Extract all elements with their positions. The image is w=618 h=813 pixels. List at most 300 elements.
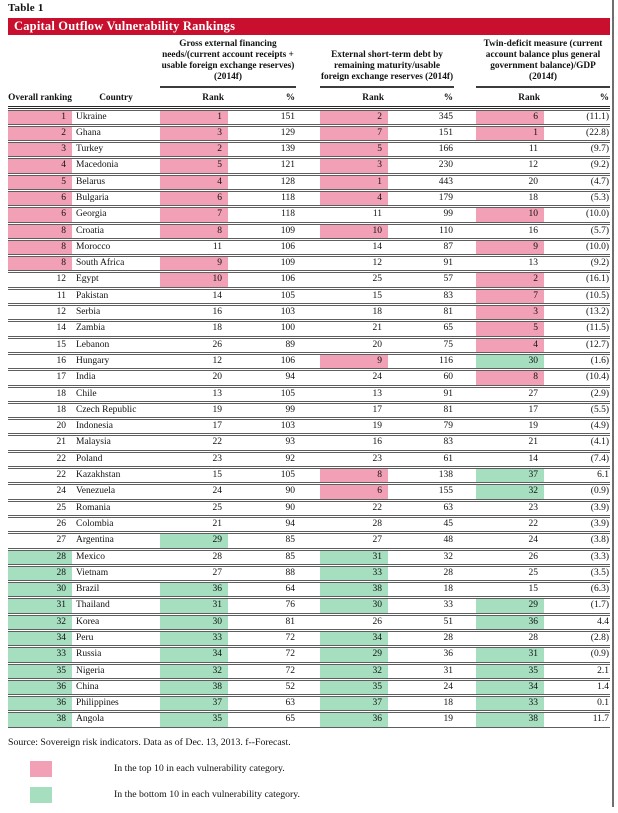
column-gap xyxy=(296,469,320,482)
country-cell: Poland xyxy=(76,453,103,464)
twin-deficit-pct-cell: 0.1 xyxy=(597,698,609,709)
column-gap xyxy=(454,159,476,172)
twin-deficit-rank-cell: 19 xyxy=(528,421,538,432)
group-header-twin-deficit: Twin-deficit measure (current account balance plus general government balance)/GDP (2014f) xyxy=(476,39,610,88)
country-cell: Korea xyxy=(76,616,100,627)
country-cell: Brazil xyxy=(76,584,100,595)
twin-deficit-rank-cell: 22 xyxy=(528,518,538,529)
twin-deficit-rank-cell: 10 xyxy=(476,208,544,221)
gross-financing-rank-cell: 22 xyxy=(212,437,222,448)
short-term-debt-pct-cell: 230 xyxy=(438,160,453,171)
column-gap xyxy=(296,306,320,319)
gross-financing-rank-cell: 15 xyxy=(212,470,222,481)
twin-deficit-rank-cell: 18 xyxy=(528,192,538,203)
short-term-debt-rank-cell: 30 xyxy=(320,599,388,612)
twin-deficit-rank-cell: 25 xyxy=(528,567,538,578)
short-term-debt-pct-cell: 36 xyxy=(443,649,453,660)
short-term-debt-pct-cell: 83 xyxy=(443,437,453,448)
twin-deficit-pct-cell: (3.9) xyxy=(590,502,609,513)
column-gap xyxy=(454,339,476,352)
country-cell: Mexico xyxy=(76,551,106,562)
short-term-debt-pct-cell: 18 xyxy=(443,698,453,709)
table-row xyxy=(8,354,610,369)
country-cell: Argentina xyxy=(76,535,114,546)
twin-deficit-rank-cell: 23 xyxy=(528,502,538,513)
legend-item-top10 xyxy=(30,761,610,777)
country-cell: Belarus xyxy=(76,176,106,187)
country-cell: Turkey xyxy=(76,144,104,155)
table-row xyxy=(8,338,610,353)
short-term-debt-pct-cell: 61 xyxy=(443,453,453,464)
country-cell: Serbia xyxy=(76,307,101,318)
overall-rank-cell: 36 xyxy=(8,681,72,694)
country-cell: Hungary xyxy=(76,355,110,366)
short-term-debt-pct-cell: 75 xyxy=(443,339,453,350)
twin-deficit-pct-cell: (9.2) xyxy=(590,258,609,269)
short-term-debt-rank-cell: 12 xyxy=(372,258,382,269)
column-header-rank-2: Rank xyxy=(362,93,384,103)
gross-financing-rank-cell: 20 xyxy=(212,372,222,383)
column-gap xyxy=(454,273,476,286)
table-row xyxy=(8,256,610,271)
country-cell: Kazakhstan xyxy=(76,470,121,481)
twin-deficit-pct-cell: (0.9) xyxy=(590,649,609,660)
gross-financing-rank-cell: 38 xyxy=(160,681,228,694)
country-cell: Croatia xyxy=(76,225,104,236)
overall-rank-cell: 6 xyxy=(8,192,72,205)
gross-financing-rank-cell: 19 xyxy=(212,404,222,415)
overall-rank-cell: 8 xyxy=(8,257,72,270)
short-term-debt-rank-cell: 38 xyxy=(320,583,388,596)
country-cell: Peru xyxy=(76,633,94,643)
table-row xyxy=(8,110,610,125)
short-term-debt-pct-cell: 91 xyxy=(443,388,453,399)
short-term-debt-pct-cell: 19 xyxy=(443,714,453,725)
twin-deficit-pct-cell: (12.7) xyxy=(586,339,609,350)
gross-financing-pct-cell: 109 xyxy=(280,225,295,236)
group-header-row xyxy=(8,39,610,88)
overall-rank-cell: 31 xyxy=(8,599,72,612)
table-row xyxy=(8,598,610,613)
column-gap xyxy=(454,290,476,303)
country-cell: Venezuela xyxy=(76,486,116,497)
short-term-debt-rank-cell: 35 xyxy=(320,681,388,694)
overall-rank-cell: 22 xyxy=(56,470,66,481)
gross-financing-rank-cell: 16 xyxy=(212,307,222,318)
twin-deficit-pct-cell: (2.9) xyxy=(590,388,609,399)
column-gap xyxy=(296,436,320,449)
column-gap xyxy=(454,681,476,694)
column-header-pct-3: % xyxy=(599,93,609,103)
twin-deficit-pct-cell: 4.4 xyxy=(597,616,609,627)
gross-financing-pct-cell: 76 xyxy=(285,600,295,611)
gross-financing-pct-cell: 90 xyxy=(285,502,295,513)
gross-financing-pct-cell: 89 xyxy=(285,339,295,350)
table-row xyxy=(8,321,610,336)
short-term-debt-pct-cell: 99 xyxy=(443,209,453,220)
short-term-debt-rank-cell: 18 xyxy=(372,307,382,318)
overall-rank-cell: 5 xyxy=(8,176,72,189)
country-cell: Georgia xyxy=(76,209,107,220)
twin-deficit-pct-cell: (9.2) xyxy=(590,160,609,171)
twin-deficit-pct-cell: (4.7) xyxy=(590,176,609,187)
gross-financing-rank-cell: 6 xyxy=(160,192,228,205)
overall-rank-cell: 2 xyxy=(8,127,72,140)
twin-deficit-rank-cell: 32 xyxy=(476,485,544,498)
gross-financing-rank-cell: 7 xyxy=(160,208,228,221)
column-gap xyxy=(296,534,320,547)
column-gap xyxy=(454,257,476,270)
short-term-debt-rank-cell: 10 xyxy=(320,225,388,238)
overall-rank-cell: 33 xyxy=(8,648,72,661)
table-row xyxy=(8,712,610,727)
twin-deficit-rank-cell: 11 xyxy=(528,144,538,155)
gross-financing-pct-cell: 92 xyxy=(285,453,295,464)
column-gap xyxy=(454,502,476,515)
twin-deficit-rank-cell: 36 xyxy=(476,616,544,629)
twin-deficit-rank-cell: 3 xyxy=(476,306,544,319)
short-term-debt-pct-cell: 51 xyxy=(443,616,453,627)
short-term-debt-pct-cell: 31 xyxy=(443,665,453,676)
twin-deficit-rank-cell: 9 xyxy=(476,241,544,254)
column-gap xyxy=(454,567,476,580)
column-header-pct-2: % xyxy=(443,93,453,103)
gross-financing-rank-cell: 5 xyxy=(160,159,228,172)
column-gap xyxy=(454,648,476,661)
twin-deficit-rank-cell: 1 xyxy=(476,127,544,140)
overall-rank-cell: 27 xyxy=(56,535,66,546)
gross-financing-pct-cell: 106 xyxy=(280,241,295,252)
gross-financing-rank-cell: 33 xyxy=(160,632,228,645)
country-cell: Czech Republic xyxy=(76,404,137,415)
table-row xyxy=(8,142,610,157)
twin-deficit-pct-cell: (13.2) xyxy=(586,307,609,318)
table-row xyxy=(8,664,610,679)
country-cell: Indonesia xyxy=(76,421,113,432)
twin-deficit-rank-cell: 20 xyxy=(528,176,538,187)
column-gap xyxy=(296,713,320,726)
gross-financing-rank-cell: 4 xyxy=(160,176,228,189)
short-term-debt-pct-cell: 116 xyxy=(439,355,453,366)
twin-deficit-rank-cell: 33 xyxy=(476,697,544,710)
column-gap xyxy=(454,599,476,612)
gross-financing-pct-cell: 72 xyxy=(285,649,295,660)
overall-rank-cell: 22 xyxy=(56,453,66,464)
gross-financing-rank-cell: 29 xyxy=(160,534,228,547)
column-header-rank-1: Rank xyxy=(202,93,224,103)
short-term-debt-rank-cell: 1 xyxy=(320,176,388,189)
gross-financing-pct-cell: 72 xyxy=(285,633,295,643)
short-term-debt-rank-cell: 36 xyxy=(320,713,388,726)
gross-financing-rank-cell: 37 xyxy=(160,697,228,710)
column-gap xyxy=(296,322,320,335)
country-cell: Vietnam xyxy=(76,567,109,578)
gross-financing-rank-cell: 10 xyxy=(160,273,228,286)
twin-deficit-pct-cell: (10.4) xyxy=(586,372,609,383)
gross-financing-pct-cell: 106 xyxy=(280,274,295,285)
country-cell: Thailand xyxy=(76,600,110,611)
short-term-debt-pct-cell: 60 xyxy=(443,372,453,383)
column-gap xyxy=(296,453,320,466)
gross-financing-rank-cell: 17 xyxy=(212,421,222,432)
gross-financing-rank-cell: 36 xyxy=(160,583,228,596)
column-gap xyxy=(454,176,476,189)
short-term-debt-rank-cell: 25 xyxy=(372,274,382,285)
country-cell: Egypt xyxy=(76,274,99,285)
column-gap xyxy=(296,127,320,140)
gross-financing-rank-cell: 27 xyxy=(212,567,222,578)
table-row xyxy=(8,647,610,662)
column-gap xyxy=(296,681,320,694)
twin-deficit-rank-cell: 27 xyxy=(528,388,538,399)
table-row xyxy=(8,289,610,304)
short-term-debt-rank-cell: 16 xyxy=(372,437,382,448)
short-term-debt-pct-cell: 83 xyxy=(443,290,453,301)
column-gap xyxy=(454,697,476,710)
gross-financing-pct-cell: 85 xyxy=(285,551,295,562)
short-term-debt-pct-cell: 443 xyxy=(438,176,453,187)
twin-deficit-rank-cell: 6 xyxy=(476,111,544,124)
table-number-label: Table 1 xyxy=(8,2,44,14)
column-gap xyxy=(454,665,476,678)
country-cell: South Africa xyxy=(76,258,125,269)
gross-financing-pct-cell: 72 xyxy=(285,665,295,676)
table-row xyxy=(8,501,610,516)
column-header-country: Country xyxy=(99,93,133,103)
gross-financing-rank-cell: 3 xyxy=(160,127,228,140)
column-gap xyxy=(296,257,320,270)
country-cell: Ghana xyxy=(76,127,101,138)
table-row xyxy=(8,126,610,141)
column-header-overall-ranking: Overall ranking xyxy=(8,93,72,103)
twin-deficit-pct-cell: (4.1) xyxy=(590,437,609,448)
gross-financing-pct-cell: 93 xyxy=(285,437,295,448)
column-gap xyxy=(454,453,476,466)
short-term-debt-pct-cell: 45 xyxy=(443,518,453,529)
country-cell: Morocco xyxy=(76,241,111,252)
short-term-debt-pct-cell: 81 xyxy=(443,307,453,318)
short-term-debt-rank-cell: 11 xyxy=(372,209,382,220)
short-term-debt-rank-cell: 20 xyxy=(372,339,382,350)
country-cell: Lebanon xyxy=(76,339,110,350)
short-term-debt-rank-cell: 15 xyxy=(372,290,382,301)
twin-deficit-rank-cell: 26 xyxy=(528,551,538,562)
table-row xyxy=(8,158,610,173)
table-row xyxy=(8,207,610,222)
short-term-debt-rank-cell: 24 xyxy=(372,372,382,383)
short-term-debt-pct-cell: 151 xyxy=(438,127,453,138)
overall-rank-cell: 25 xyxy=(56,502,66,513)
table-row xyxy=(8,224,610,239)
short-term-debt-rank-cell: 2 xyxy=(320,111,388,124)
twin-deficit-rank-cell: 8 xyxy=(476,371,544,384)
country-cell: Philippines xyxy=(76,698,119,709)
overall-rank-cell: 12 xyxy=(56,274,66,285)
column-gap xyxy=(454,208,476,221)
overall-rank-cell: 26 xyxy=(56,518,66,529)
overall-rank-cell: 35 xyxy=(8,665,72,678)
source-note: Source: Sovereign risk indicators. Data as of Dec. 13, 2013. f--Forecast. xyxy=(8,736,291,748)
twin-deficit-pct-cell: (10.0) xyxy=(586,241,609,252)
column-gap xyxy=(454,616,476,629)
short-term-debt-pct-cell: 18 xyxy=(443,584,453,595)
overall-rank-cell: 3 xyxy=(8,143,72,156)
twin-deficit-rank-cell: 31 xyxy=(476,648,544,661)
twin-deficit-rank-cell: 12 xyxy=(528,160,538,171)
table-row xyxy=(8,566,610,581)
column-gap xyxy=(454,713,476,726)
short-term-debt-rank-cell: 34 xyxy=(320,632,388,645)
table-row xyxy=(8,615,610,630)
short-term-debt-pct-cell: 345 xyxy=(438,111,453,122)
short-term-debt-rank-cell: 32 xyxy=(320,665,388,678)
table-row xyxy=(8,272,610,287)
table-title-banner: Capital Outflow Vulnerability Rankings xyxy=(8,18,610,35)
column-gap xyxy=(296,599,320,612)
short-term-debt-pct-cell: 28 xyxy=(443,567,453,578)
twin-deficit-pct-cell: (3.3) xyxy=(590,551,609,562)
table-row xyxy=(8,468,610,483)
short-term-debt-pct-cell: 48 xyxy=(443,535,453,546)
gross-financing-rank-cell: 28 xyxy=(212,551,222,562)
twin-deficit-rank-cell: 28 xyxy=(528,633,538,643)
column-gap xyxy=(296,567,320,580)
gross-financing-pct-cell: 129 xyxy=(280,127,295,138)
top10-swatch-icon xyxy=(30,761,52,777)
country-cell: Russia xyxy=(76,649,102,660)
column-gap xyxy=(454,469,476,482)
table-row xyxy=(8,680,610,695)
column-gap xyxy=(296,518,320,531)
gross-financing-pct-cell: 118 xyxy=(281,192,295,203)
gross-financing-pct-cell: 81 xyxy=(285,616,295,627)
overall-rank-cell: 11 xyxy=(56,290,66,301)
gross-financing-rank-cell: 31 xyxy=(160,599,228,612)
overall-rank-cell: 16 xyxy=(56,355,66,366)
short-term-debt-rank-cell: 27 xyxy=(372,535,382,546)
gross-financing-rank-cell: 9 xyxy=(160,257,228,270)
gross-financing-rank-cell: 11 xyxy=(212,241,222,252)
short-term-debt-rank-cell: 3 xyxy=(320,159,388,172)
short-term-debt-rank-cell: 31 xyxy=(320,551,388,564)
column-gap xyxy=(296,176,320,189)
column-gap xyxy=(296,632,320,645)
column-gap xyxy=(296,502,320,515)
gross-financing-rank-cell: 25 xyxy=(212,502,222,513)
table-row xyxy=(8,452,610,467)
overall-rank-cell: 21 xyxy=(56,437,66,448)
table-row xyxy=(8,435,610,450)
column-gap xyxy=(454,143,476,156)
overall-rank-cell: 18 xyxy=(56,388,66,399)
column-gap xyxy=(296,290,320,303)
country-cell: Angola xyxy=(76,714,104,725)
short-term-debt-pct-cell: 81 xyxy=(443,404,453,415)
short-term-debt-rank-cell: 22 xyxy=(372,502,382,513)
table-row xyxy=(8,370,610,385)
table-row xyxy=(8,175,610,190)
column-gap xyxy=(296,420,320,433)
short-term-debt-pct-cell: 179 xyxy=(438,192,453,203)
column-gap xyxy=(296,159,320,172)
table-row xyxy=(8,387,610,402)
column-gap xyxy=(454,371,476,384)
twin-deficit-pct-cell: (5.7) xyxy=(590,225,609,236)
column-header-rank-3: Rank xyxy=(518,93,540,103)
twin-deficit-pct-cell: 11.7 xyxy=(592,714,609,725)
column-gap xyxy=(454,355,476,368)
column-gap xyxy=(454,420,476,433)
gross-financing-rank-cell: 2 xyxy=(160,143,228,156)
twin-deficit-rank-cell: 7 xyxy=(476,290,544,303)
column-gap xyxy=(296,665,320,678)
page-edge-rule xyxy=(612,0,614,807)
gross-financing-pct-cell: 52 xyxy=(285,681,295,692)
column-gap xyxy=(454,518,476,531)
table-row xyxy=(8,305,610,320)
column-gap xyxy=(454,306,476,319)
country-cell: Pakistan xyxy=(76,290,109,301)
gross-financing-rank-cell: 18 xyxy=(212,323,222,334)
gross-financing-rank-cell: 32 xyxy=(160,665,228,678)
column-gap xyxy=(296,241,320,254)
gross-financing-pct-cell: 94 xyxy=(285,372,295,383)
overall-rank-cell: 36 xyxy=(8,697,72,710)
table-row xyxy=(8,533,610,548)
column-gap xyxy=(296,388,320,401)
column-header-pct-1: % xyxy=(285,93,295,103)
overall-rank-cell: 28 xyxy=(8,551,72,564)
table-row xyxy=(8,631,610,646)
column-gap xyxy=(454,632,476,645)
twin-deficit-rank-cell: 35 xyxy=(476,665,544,678)
short-term-debt-rank-cell: 8 xyxy=(320,469,388,482)
overall-rank-cell: 8 xyxy=(8,225,72,238)
column-gap xyxy=(296,192,320,205)
short-term-debt-rank-cell: 37 xyxy=(320,697,388,710)
gross-financing-pct-cell: 106 xyxy=(280,355,295,366)
table-row xyxy=(8,582,610,597)
overall-rank-cell: 14 xyxy=(56,323,66,334)
twin-deficit-pct-cell: (2.8) xyxy=(590,633,609,643)
short-term-debt-rank-cell: 14 xyxy=(372,241,382,252)
overall-rank-cell: 4 xyxy=(8,159,72,172)
short-term-debt-rank-cell: 6 xyxy=(320,485,388,498)
twin-deficit-rank-cell: 4 xyxy=(476,339,544,352)
short-term-debt-rank-cell: 33 xyxy=(320,567,388,580)
column-gap xyxy=(296,339,320,352)
twin-deficit-pct-cell: 6.1 xyxy=(597,470,609,481)
twin-deficit-rank-cell: 2 xyxy=(476,273,544,286)
gross-financing-pct-cell: 105 xyxy=(280,470,295,481)
twin-deficit-pct-cell: (1.7) xyxy=(590,600,609,611)
short-term-debt-rank-cell: 21 xyxy=(372,323,382,334)
twin-deficit-pct-cell: (3.9) xyxy=(590,518,609,529)
overall-rank-cell: 17 xyxy=(56,372,66,383)
gross-financing-rank-cell: 30 xyxy=(160,616,228,629)
table-body xyxy=(8,110,610,728)
gross-financing-pct-cell: 139 xyxy=(280,144,295,155)
column-gap xyxy=(454,322,476,335)
table-row xyxy=(8,191,610,206)
short-term-debt-pct-cell: 32 xyxy=(443,551,453,562)
twin-deficit-pct-cell: (11.1) xyxy=(586,111,609,122)
short-term-debt-rank-cell: 13 xyxy=(372,388,382,399)
country-cell: Ukraine xyxy=(76,111,107,122)
short-term-debt-rank-cell: 17 xyxy=(372,404,382,415)
gross-financing-pct-cell: 88 xyxy=(285,567,295,578)
column-gap xyxy=(296,551,320,564)
